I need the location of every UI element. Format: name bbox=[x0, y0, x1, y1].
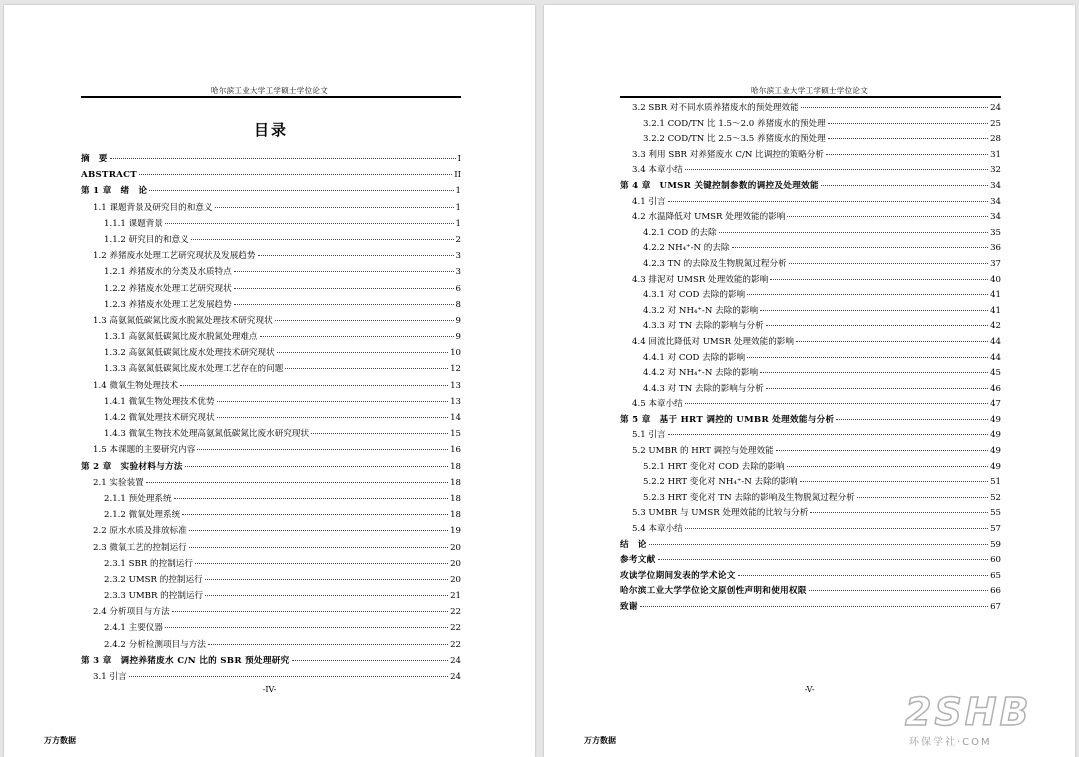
toc-entry-title: 3.3 利用 SBR 对养猪废水 C/N 比调控的策略分析 bbox=[632, 149, 824, 160]
toc-entry-page: 1 bbox=[455, 186, 461, 197]
toc-entry-title: 4.4.2 对 NH₄⁺-N 去除的影响 bbox=[643, 368, 759, 379]
toc-list-left bbox=[81, 151, 461, 685]
toc-entry-title: 1.4.3 微氧生物技术处理高氨氮低碳氮比废水研究现状 bbox=[104, 429, 310, 440]
toc-entry-page: 41 bbox=[990, 305, 1001, 316]
toc-entry[interactable] bbox=[620, 101, 1001, 117]
toc-entry-title: 1.3.2 高氨氮低碳氮比废水处理技术研究现状 bbox=[104, 348, 275, 359]
dot-leader bbox=[182, 514, 448, 515]
toc-entry-page: 35 bbox=[990, 227, 1001, 238]
toc-entry[interactable] bbox=[81, 167, 461, 183]
toc-entry-page: 9 bbox=[455, 332, 461, 343]
dot-leader bbox=[275, 320, 454, 321]
toc-entry-title: 2.4 分析项目与方法 bbox=[93, 607, 170, 618]
dot-leader bbox=[215, 207, 454, 208]
toc-entry[interactable] bbox=[620, 444, 1001, 460]
toc-entry-title: 2.1 实验装置 bbox=[93, 477, 144, 488]
dot-leader bbox=[836, 419, 988, 420]
running-header: 哈尔滨工业大学工学硕士学位论文 bbox=[751, 86, 868, 95]
toc-entry[interactable] bbox=[81, 329, 461, 345]
toc-entry-page: 34 bbox=[990, 196, 1001, 207]
page-number: -V- bbox=[804, 685, 815, 694]
toc-entry-title: 2.2 原水水质及排放标准 bbox=[93, 526, 187, 537]
toc-entry-title: 1.1 课题背景及研究目的和意义 bbox=[93, 202, 213, 213]
dot-leader bbox=[205, 579, 448, 580]
toc-entry-page: 49 bbox=[990, 414, 1001, 425]
toc-entry-page: 20 bbox=[450, 574, 461, 585]
toc-entry-page: 10 bbox=[450, 348, 461, 359]
toc-entry-title: ABSTRACT bbox=[81, 170, 137, 181]
dot-leader bbox=[110, 158, 456, 159]
toc-entry[interactable] bbox=[81, 637, 461, 653]
toc-entry-page: 21 bbox=[450, 591, 461, 602]
toc-entry[interactable] bbox=[620, 288, 1001, 304]
toc-entry-page: 15 bbox=[450, 429, 461, 440]
toc-entry-title: 1.4 微氧生物处理技术 bbox=[93, 380, 179, 391]
toc-entry-title: 5.3 UMBR 与 UMSR 处理效能的比较与分析 bbox=[632, 508, 809, 519]
toc-entry-page: 25 bbox=[990, 118, 1001, 129]
toc-entry[interactable] bbox=[81, 313, 461, 329]
toc-entry-title: 1.3 高氨氮低碳氮比废水脱氮处理技术研究现状 bbox=[93, 315, 273, 326]
toc-entry-page: 12 bbox=[450, 364, 461, 375]
toc-entry-title: 4.3 排泥对 UMSR 处理效能的影响 bbox=[632, 274, 769, 285]
toc-entry-page: 49 bbox=[990, 461, 1001, 472]
toc-entry[interactable] bbox=[81, 507, 461, 523]
toc-entry[interactable] bbox=[620, 600, 1001, 616]
dot-leader bbox=[285, 368, 448, 369]
right-page bbox=[544, 5, 1075, 757]
dot-leader bbox=[258, 255, 454, 256]
dot-leader bbox=[789, 263, 988, 264]
dot-leader bbox=[766, 388, 988, 389]
dot-leader bbox=[787, 216, 988, 217]
dot-leader bbox=[760, 310, 988, 311]
toc-entry[interactable] bbox=[81, 248, 461, 264]
toc-entry-title: 1.5 本课题的主要研究内容 bbox=[93, 445, 196, 456]
toc-entry-page: 44 bbox=[990, 336, 1001, 347]
toc-entry-title: 2.3.2 UMSR 的控制运行 bbox=[104, 574, 203, 585]
toc-entry-title: 3.1 引言 bbox=[93, 672, 127, 682]
toc-entry-page: 24 bbox=[450, 655, 461, 666]
toc-entry-title: 1.4.2 微氧处理技术研究现状 bbox=[104, 413, 215, 423]
toc-entry-title: 第 4 章 UMSR 关键控制参数的调控及处理效能 bbox=[620, 180, 819, 191]
toc-entry[interactable] bbox=[81, 200, 461, 216]
dot-leader bbox=[311, 433, 448, 434]
toc-entry-title: 摘 要 bbox=[81, 154, 108, 164]
toc-entry-page: 20 bbox=[450, 558, 461, 569]
toc-entry-page: 41 bbox=[990, 290, 1001, 301]
toc-entry-page: 36 bbox=[990, 243, 1001, 254]
dot-leader bbox=[172, 611, 449, 612]
dot-leader bbox=[165, 223, 454, 224]
toc-entry[interactable] bbox=[620, 382, 1001, 398]
toc-entry-title: 2.1.2 微氧处理系统 bbox=[104, 510, 181, 521]
toc-entry-page: 57 bbox=[990, 524, 1001, 535]
dot-leader bbox=[787, 466, 988, 467]
toc-entry-title: 5.2.1 HRT 变化对 COD 去除的影响 bbox=[643, 461, 785, 472]
footer-mark: 万方数据 bbox=[584, 736, 616, 745]
dot-leader bbox=[165, 627, 448, 628]
toc-entry[interactable] bbox=[620, 475, 1001, 491]
toc-entry-title: 2.3.3 UMBR 的控制运行 bbox=[104, 591, 204, 602]
dot-leader bbox=[719, 232, 988, 233]
dot-leader bbox=[801, 107, 988, 108]
dot-leader bbox=[685, 169, 988, 170]
toc-entry[interactable] bbox=[620, 273, 1001, 289]
toc-entry[interactable] bbox=[81, 540, 461, 556]
toc-entry-page: 1 bbox=[455, 218, 461, 229]
toc-entry-page: 34 bbox=[990, 212, 1001, 223]
toc-entry-page: 49 bbox=[990, 430, 1001, 441]
toc-entry-title: 5.1 引言 bbox=[632, 430, 666, 441]
toc-title: 目录 bbox=[253, 121, 288, 139]
toc-entry-page: 49 bbox=[990, 446, 1001, 457]
toc-entry-title: 4.2.3 TN 的去除及生物脱氮过程分析 bbox=[643, 258, 787, 269]
toc-entry-title: 5.2.3 HRT 变化对 TN 去除的影响及生物脱氮过程分析 bbox=[643, 492, 855, 503]
toc-entry[interactable] bbox=[81, 588, 461, 604]
toc-entry-page: 66 bbox=[990, 586, 1001, 597]
toc-entry[interactable] bbox=[620, 319, 1001, 335]
toc-entry-title: 2.4.2 分析检测项目与方法 bbox=[104, 639, 206, 650]
toc-entry-title: 4.4.3 对 TN 去除的影响与分析 bbox=[643, 383, 764, 394]
dot-leader bbox=[180, 385, 448, 386]
toc-entry[interactable] bbox=[620, 132, 1001, 148]
toc-entry-title: 3.2 SBR 对不同水质养猪废水的预处理效能 bbox=[632, 103, 799, 113]
dot-leader bbox=[738, 575, 988, 576]
toc-entry-title: 1.2.2 养猪废水处理工艺研究现状 bbox=[104, 283, 232, 294]
toc-entry-title: 5.4 本章小结 bbox=[632, 524, 683, 535]
dot-leader bbox=[800, 481, 989, 482]
toc-entry-title: 4.5 本章小结 bbox=[632, 399, 683, 410]
toc-entry-page: 18 bbox=[450, 510, 461, 521]
toc-entry[interactable] bbox=[620, 413, 1001, 429]
dot-leader bbox=[189, 547, 448, 548]
dot-leader bbox=[685, 528, 988, 529]
dot-leader bbox=[149, 190, 453, 191]
toc-entry[interactable] bbox=[620, 491, 1001, 507]
site-watermark bbox=[905, 690, 1075, 755]
toc-entry-title: 1.2 养猪废水处理工艺研究现状及发展趋势 bbox=[93, 251, 256, 262]
dot-leader bbox=[205, 595, 448, 596]
toc-entry-page: 51 bbox=[990, 477, 1001, 488]
toc-entry[interactable] bbox=[620, 397, 1001, 413]
dot-leader bbox=[668, 434, 988, 435]
toc-entry-title: 2.3.1 SBR 的控制运行 bbox=[104, 558, 193, 569]
toc-entry[interactable] bbox=[81, 297, 461, 313]
dot-leader bbox=[139, 174, 452, 175]
toc-entry[interactable] bbox=[620, 304, 1001, 320]
toc-entry-page: 16 bbox=[450, 445, 461, 456]
toc-entry-page: 20 bbox=[450, 542, 461, 553]
dot-leader bbox=[796, 341, 988, 342]
toc-entry-page: 19 bbox=[450, 526, 461, 537]
toc-entry-page: 37 bbox=[990, 258, 1001, 269]
toc-entry-title: 1.2.3 养猪废水处理工艺发展趋势 bbox=[104, 299, 232, 310]
dot-leader bbox=[770, 279, 988, 280]
watermark-logo: 2SHB bbox=[905, 690, 1032, 734]
toc-entry[interactable] bbox=[81, 216, 461, 232]
toc-entry-title: 3.2.1 COD/TN 比 1.5～2.0 养猪废水的预处理 bbox=[643, 118, 826, 129]
toc-entry-title: 5.2.2 HRT 变化对 NH₄⁺-N 去除的影响 bbox=[643, 477, 798, 488]
page-number: -IV- bbox=[262, 685, 277, 694]
toc-entry-page: 31 bbox=[990, 149, 1001, 160]
toc-entry-page: 8 bbox=[455, 299, 461, 310]
toc-entry-title: 1.1.2 研究目的和意义 bbox=[104, 234, 189, 245]
toc-entry[interactable] bbox=[81, 604, 461, 620]
toc-entry[interactable] bbox=[620, 257, 1001, 273]
running-header: 哈尔滨工业大学工学硕士学位论文 bbox=[211, 86, 328, 95]
dot-leader bbox=[821, 185, 988, 186]
toc-entry-page: 65 bbox=[990, 570, 1001, 581]
toc-entry[interactable] bbox=[620, 241, 1001, 257]
dot-leader bbox=[857, 497, 988, 498]
dot-leader bbox=[732, 247, 989, 248]
toc-entry[interactable] bbox=[81, 669, 461, 685]
toc-entry-title: 攻读学位期间发表的学术论文 bbox=[620, 570, 736, 581]
toc-entry-page: 52 bbox=[990, 492, 1001, 503]
dot-leader bbox=[810, 512, 988, 513]
toc-entry-title: 哈尔滨工业大学学位论文原创性声明和使用权限 bbox=[620, 586, 807, 597]
toc-entry[interactable] bbox=[81, 491, 461, 507]
toc-entry-page: 60 bbox=[990, 555, 1001, 566]
toc-entry-title: 第 1 章 绪 论 bbox=[81, 186, 148, 197]
toc-entry-page: 6 bbox=[455, 283, 461, 294]
toc-entry[interactable] bbox=[620, 179, 1001, 195]
toc-entry-page: 28 bbox=[990, 134, 1001, 145]
toc-entry[interactable] bbox=[620, 553, 1001, 569]
toc-entry-title: 1.1.1 课题背景 bbox=[104, 218, 163, 229]
toc-entry[interactable] bbox=[620, 460, 1001, 476]
toc-entry[interactable] bbox=[81, 523, 461, 539]
toc-entry-page: 67 bbox=[990, 602, 1001, 612]
toc-entry-title: 2.1.1 预处理系统 bbox=[104, 493, 172, 504]
toc-entry-page: 13 bbox=[450, 396, 461, 407]
dot-leader bbox=[129, 676, 448, 677]
dot-leader bbox=[766, 325, 988, 326]
toc-entry[interactable] bbox=[81, 281, 461, 297]
toc-entry-title: 参考文献 bbox=[620, 555, 656, 566]
toc-entry-page: 55 bbox=[990, 508, 1001, 519]
dot-leader bbox=[234, 271, 454, 272]
toc-entry-page: 40 bbox=[990, 274, 1001, 285]
toc-entry[interactable] bbox=[81, 475, 461, 491]
dot-leader bbox=[197, 449, 448, 450]
dot-leader bbox=[760, 372, 988, 373]
left-page bbox=[4, 5, 535, 757]
toc-entry[interactable] bbox=[81, 572, 461, 588]
toc-entry[interactable] bbox=[620, 117, 1001, 133]
dot-leader bbox=[292, 660, 448, 661]
toc-entry-page: 32 bbox=[990, 165, 1001, 176]
dot-leader bbox=[826, 154, 988, 155]
toc-entry[interactable] bbox=[620, 148, 1001, 164]
dot-leader bbox=[747, 357, 988, 358]
dot-leader bbox=[649, 544, 988, 545]
dot-leader bbox=[208, 644, 448, 645]
toc-entry[interactable] bbox=[620, 366, 1001, 382]
toc-entry-page: I bbox=[457, 154, 461, 164]
dot-leader bbox=[776, 450, 988, 451]
toc-entry-page: 45 bbox=[990, 368, 1001, 379]
dot-leader bbox=[191, 239, 454, 240]
toc-entry-page: 22 bbox=[450, 639, 461, 650]
toc-entry[interactable] bbox=[620, 351, 1001, 367]
toc-entry-title: 第 3 章 调控养猪废水 C/N 比的 SBR 预处理研究 bbox=[81, 655, 290, 666]
dot-leader bbox=[217, 401, 449, 402]
toc-entry-title: 2.4.1 主要仪器 bbox=[104, 623, 163, 634]
toc-entry[interactable] bbox=[81, 378, 461, 394]
toc-entry-page: 24 bbox=[990, 103, 1001, 113]
header-rule bbox=[81, 96, 461, 98]
toc-entry[interactable] bbox=[620, 506, 1001, 522]
dot-leader bbox=[185, 466, 448, 467]
toc-entry[interactable] bbox=[81, 653, 461, 669]
toc-entry[interactable] bbox=[620, 538, 1001, 554]
toc-entry[interactable] bbox=[81, 442, 461, 458]
toc-entry[interactable] bbox=[620, 163, 1001, 179]
dot-leader bbox=[658, 559, 988, 560]
toc-entry[interactable] bbox=[81, 345, 461, 361]
toc-entry-title: 3.4 本章小结 bbox=[632, 165, 683, 176]
toc-entry-title: 第 5 章 基于 HRT 调控的 UMBR 处理效能与分析 bbox=[620, 414, 835, 425]
toc-entry[interactable] bbox=[81, 264, 461, 280]
toc-entry-page: 2 bbox=[455, 234, 461, 245]
toc-entry-page: 13 bbox=[450, 380, 461, 391]
toc-entry-title: 1.2.1 养猪废水的分类及水质特点 bbox=[104, 267, 232, 278]
toc-entry[interactable] bbox=[81, 426, 461, 442]
dot-leader bbox=[828, 138, 988, 139]
dot-leader bbox=[747, 294, 988, 295]
toc-entry-title: 4.3.1 对 COD 去除的影响 bbox=[643, 290, 746, 301]
toc-entry-page: 47 bbox=[990, 399, 1001, 410]
toc-entry-page: 24 bbox=[450, 672, 461, 682]
toc-entry[interactable] bbox=[81, 459, 461, 475]
dot-leader bbox=[828, 123, 988, 124]
toc-entry-page: II bbox=[454, 170, 461, 181]
toc-entry-page: 18 bbox=[450, 493, 461, 504]
dot-leader bbox=[640, 606, 988, 607]
toc-entry[interactable] bbox=[620, 522, 1001, 538]
dot-leader bbox=[146, 482, 448, 483]
toc-entry[interactable] bbox=[81, 410, 461, 426]
toc-entry-page: 42 bbox=[990, 321, 1001, 332]
toc-entry-title: 3.2.2 COD/TN 比 2.5～3.5 养猪废水的预处理 bbox=[643, 134, 826, 145]
toc-entry-page: 22 bbox=[450, 607, 461, 618]
toc-entry-page: 3 bbox=[455, 251, 461, 262]
toc-entry[interactable] bbox=[620, 584, 1001, 600]
dot-leader bbox=[260, 336, 454, 337]
dot-leader bbox=[234, 288, 454, 289]
toc-entry-page: 3 bbox=[455, 267, 461, 278]
dot-leader bbox=[809, 590, 988, 591]
dot-leader bbox=[174, 498, 448, 499]
toc-entry[interactable] bbox=[81, 232, 461, 248]
dot-leader bbox=[195, 563, 448, 564]
toc-entry[interactable] bbox=[81, 620, 461, 636]
toc-entry-title: 第 2 章 实验材料与方法 bbox=[81, 461, 183, 472]
toc-entry-title: 4.1 引言 bbox=[632, 196, 666, 207]
toc-entry-title: 4.2 水温降低对 UMSR 处理效能的影响 bbox=[632, 212, 786, 223]
dot-leader bbox=[234, 304, 454, 305]
toc-entry-page: 46 bbox=[990, 383, 1001, 394]
toc-entry-title: 1.3.3 高氨氮低碳氮比废水处理工艺存在的问题 bbox=[104, 364, 284, 375]
toc-entry[interactable] bbox=[81, 394, 461, 410]
watermark-subtitle: 环保学社·COM bbox=[909, 737, 992, 748]
toc-entry-title: 4.3.2 对 NH₄⁺-N 去除的影响 bbox=[643, 305, 759, 316]
toc-entry[interactable] bbox=[81, 183, 461, 199]
toc-entry[interactable] bbox=[620, 335, 1001, 351]
toc-entry-page: 59 bbox=[990, 539, 1001, 550]
toc-entry[interactable] bbox=[81, 361, 461, 377]
dot-leader bbox=[668, 201, 988, 202]
toc-entry-page: 9 bbox=[455, 315, 461, 326]
toc-entry-title: 4.3.3 对 TN 去除的影响与分析 bbox=[643, 321, 764, 332]
toc-entry-title: 1.4.1 微氧生物处理技术优势 bbox=[104, 396, 215, 407]
toc-entry[interactable] bbox=[620, 226, 1001, 242]
toc-entry-title: 致谢 bbox=[620, 602, 638, 612]
toc-entry-page: 18 bbox=[450, 477, 461, 488]
toc-entry-page: 18 bbox=[450, 461, 461, 472]
toc-entry-title: 4.4 回流比降低对 UMSR 处理效能的影响 bbox=[632, 336, 794, 347]
toc-entry-page: 14 bbox=[450, 413, 461, 423]
dot-leader bbox=[277, 352, 448, 353]
dot-leader bbox=[217, 417, 449, 418]
dot-leader bbox=[685, 403, 988, 404]
toc-entry-page: 22 bbox=[450, 623, 461, 634]
toc-entry-title: 4.4.1 对 COD 去除的影响 bbox=[643, 352, 746, 363]
toc-entry-page: 1 bbox=[455, 202, 461, 213]
toc-entry[interactable] bbox=[620, 569, 1001, 585]
dot-leader bbox=[189, 530, 448, 531]
toc-entry-title: 2.3 微氧工艺的控制运行 bbox=[93, 542, 187, 553]
toc-entry-title: 1.3.1 高氨氮低碳氮比废水脱氮处理难点 bbox=[104, 332, 258, 343]
toc-entry-page: 34 bbox=[990, 180, 1001, 191]
footer-mark: 万方数据 bbox=[44, 736, 76, 745]
toc-entry[interactable] bbox=[81, 151, 461, 167]
toc-entry-title: 结 论 bbox=[620, 539, 647, 550]
toc-list-right bbox=[620, 101, 1001, 616]
toc-entry-title: 4.2.2 NH₄⁺-N 的去除 bbox=[643, 243, 730, 254]
toc-entry-title: 5.2 UMBR 的 HRT 调控与处理效能 bbox=[632, 446, 774, 457]
toc-entry-page: 44 bbox=[990, 352, 1001, 363]
toc-entry[interactable] bbox=[620, 428, 1001, 444]
toc-entry-title: 4.2.1 COD 的去除 bbox=[643, 227, 717, 238]
header-rule bbox=[620, 96, 1001, 98]
toc-entry[interactable] bbox=[81, 556, 461, 572]
toc-entry[interactable] bbox=[620, 195, 1001, 211]
toc-entry[interactable] bbox=[620, 210, 1001, 226]
